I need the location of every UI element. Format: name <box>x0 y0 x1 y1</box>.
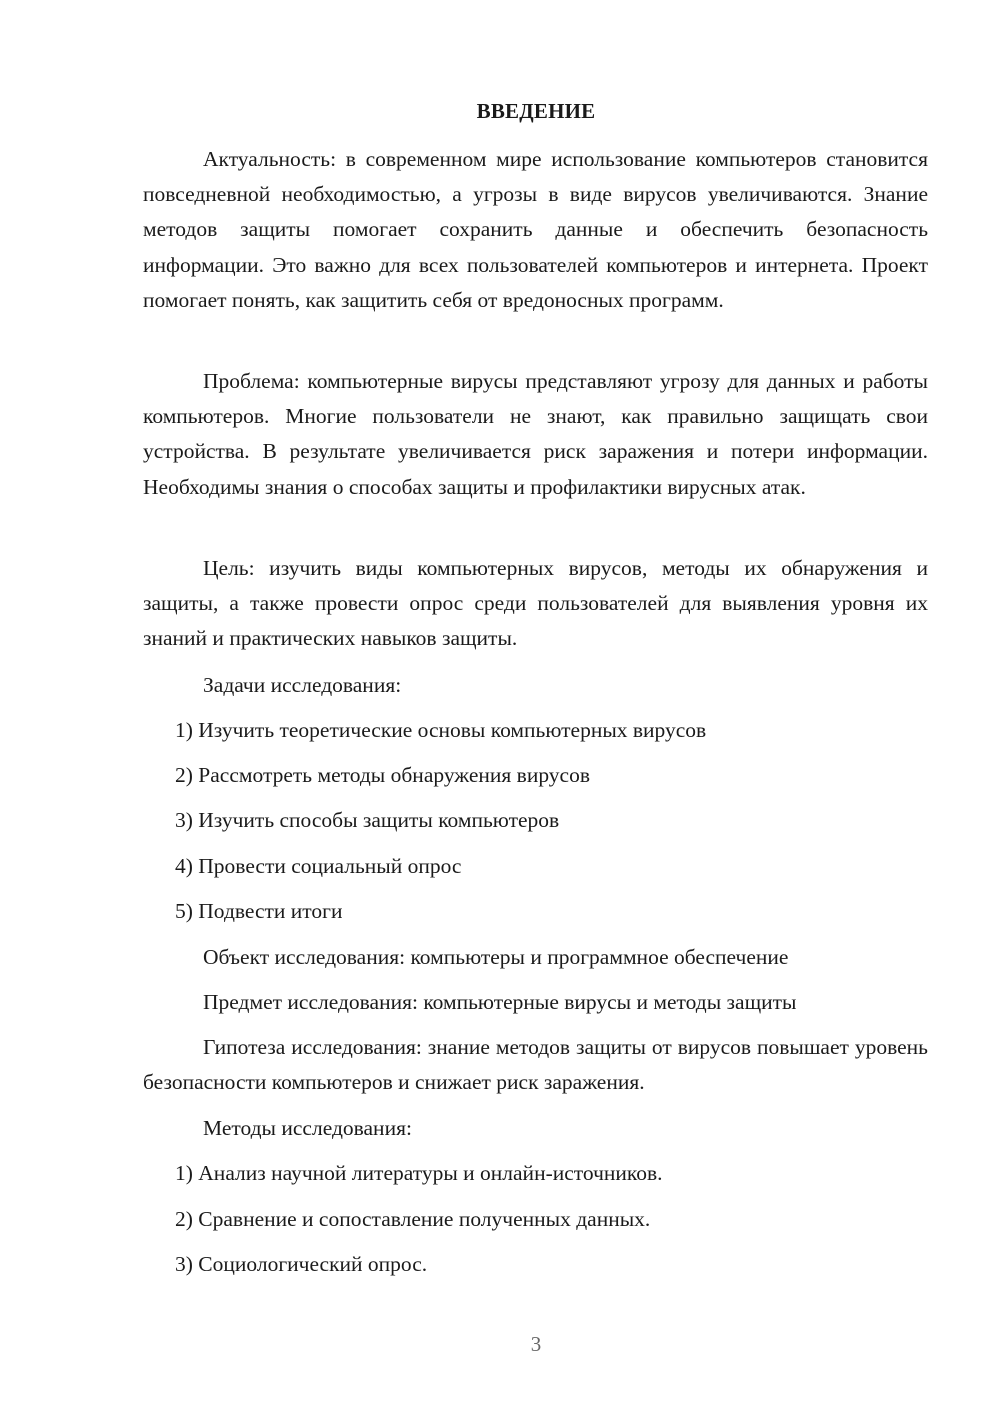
task-item: 1) Изучить теоретические основы компьютерных вирусов <box>175 718 707 742</box>
task-item: 3) Изучить способы защиты компьютеров <box>175 808 560 832</box>
task-item: 4) Провести социальный опрос <box>175 854 462 878</box>
problem-paragraph <box>143 364 928 505</box>
methods-heading: Методы исследования: <box>203 1116 412 1140</box>
hypothesis-paragraph <box>143 1030 928 1100</box>
page-number: 3 <box>530 1332 542 1356</box>
method-item: 1) Анализ научной литературы и онлайн-источников. <box>175 1161 663 1185</box>
page-title: ВВЕДЕНИЕ <box>476 99 596 123</box>
task-item: 5) Подвести итоги <box>175 899 343 923</box>
goal-text: Цель: изучить виды компьютерных вирусов, методы их обнаружения и защиты, а также провести опрос среди пользователей для выявления уровня их знаний и практических навыков защиты. <box>143 556 928 651</box>
goal-paragraph <box>143 551 928 657</box>
research-subject: Предмет исследования: компьютерные вирусы и методы защиты <box>203 990 797 1014</box>
relevance-text: Актуальность: в современном мире использование компьютеров становится повседневной необходимостью, а угрозы в виде вирусов увеличиваются. Знание методов защиты помогает сохранить данные и обеспечить безопасность информации. Это важно для всех пользователей компьютеров и интернета. Проект помогает понять, как защитить себя от вредоносных программ. <box>143 147 928 312</box>
hypothesis-text: Гипотеза исследования: знание методов защиты от вирусов повышает уровень безопасности компьютеров и снижает риск заражения. <box>143 1035 928 1095</box>
tasks-heading: Задачи исследования: <box>203 673 402 697</box>
method-item: 3) Социологический опрос. <box>175 1252 428 1276</box>
relevance-paragraph <box>143 142 928 318</box>
method-item: 2) Сравнение и сопоставление полученных данных. <box>175 1207 651 1231</box>
problem-text: Проблема: компьютерные вирусы представляют угрозу для данных и работы компьютеров. Многие пользователи не знают, как правильно защищать свои устройства. В результате увеличивается риск заражения и потери информации. Необходимы знания о способах защиты и профилактики вирусных атак. <box>143 369 928 499</box>
task-item: 2) Рассмотреть методы обнаружения вирусов <box>175 763 590 787</box>
research-object: Объект исследования: компьютеры и программное обеспечение <box>203 945 789 969</box>
